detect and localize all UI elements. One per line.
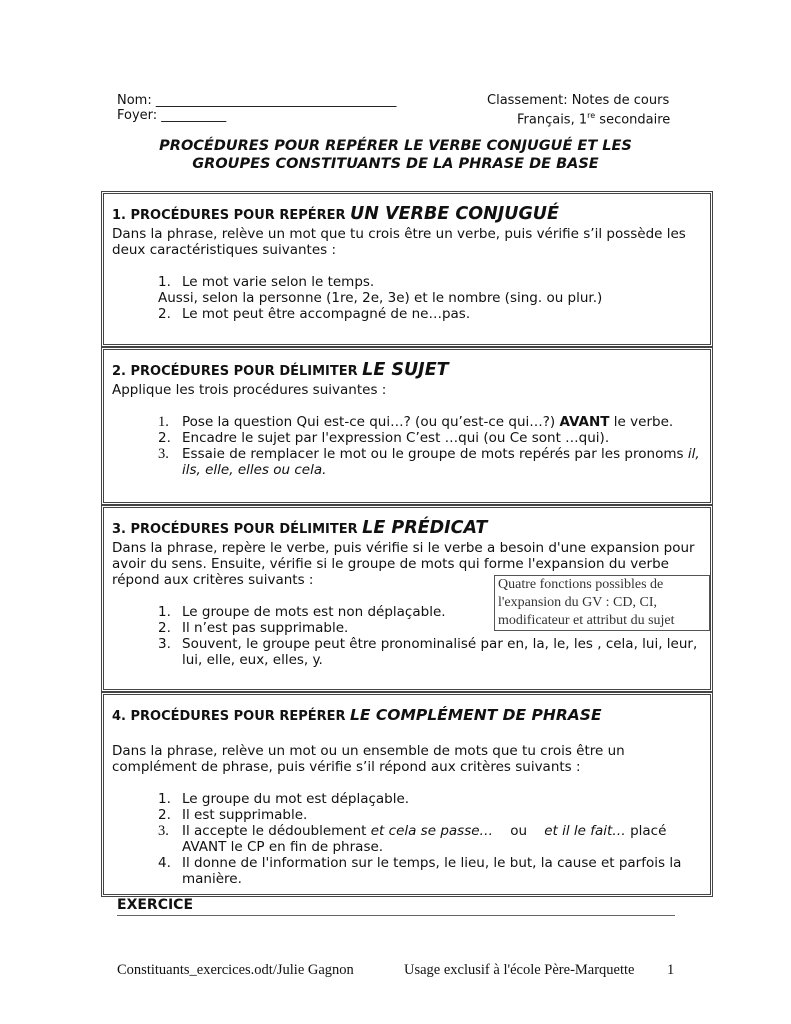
list-item xyxy=(112,791,702,807)
exercise-rule xyxy=(117,915,675,916)
section-1-intro: Dans la phrase, relève un mot que tu crois être un verbe, puis vérifie s’il possède les deux caractéristiques suivantes : xyxy=(112,226,686,258)
list-item xyxy=(112,823,702,855)
section-2-list xyxy=(112,414,702,478)
page-title-line-1: PROCÉDURES POUR REPÉRER LE VERBE CONJUGUÉ ET LES xyxy=(159,138,632,154)
name-field-label: Nom: _____________________________________ xyxy=(117,93,397,108)
section-3-lead: 3. PROCÉDURES POUR DÉLIMITER xyxy=(112,522,363,537)
item-number: 4. xyxy=(158,855,171,871)
section-4-list xyxy=(112,791,702,887)
section-3-heading xyxy=(112,518,702,540)
item-text: Le mot peut être accompagné de ne…pas. xyxy=(182,306,471,322)
section-1-list-cont xyxy=(112,306,702,322)
item-number: 3. xyxy=(158,636,171,652)
classement-label: Classement: Notes de cours xyxy=(487,93,670,108)
section-2-intro: Applique les trois procédures suivantes : xyxy=(112,382,387,398)
expansion-note-box: Quatre fonctions possibles de l'expansion du GV : CD, CI, modificateur et attribut du sujet xyxy=(494,575,710,631)
section-2-emphasis: LE SUJET xyxy=(362,360,449,380)
item-number: 2. xyxy=(158,430,171,446)
section-4-intro: Dans la phrase, relève un mot ou un ensemble de mots que tu crois être un complément de phrase, puis vérifie s’il répond aux critères suivants : xyxy=(112,743,625,775)
item-text-italic: et cela se passe… xyxy=(370,823,494,839)
section-3-intro: Dans la phrase, repère le verbe, puis vérifie si le verbe a besoin d'une expansion pour avoir du sens. Ensuite, vérifie si le groupe de mots qui forme l'expansion du verbe répond aux critères suivants : xyxy=(112,540,695,588)
item-number: 3. xyxy=(158,823,169,839)
item-text: Il est supprimable. xyxy=(182,807,308,823)
list-item xyxy=(112,414,702,430)
footer-usage: Usage exclusif à l'école Père-Marquette xyxy=(404,962,635,978)
section-1-lead: 1. PROCÉDURES POUR REPÉRER xyxy=(112,208,351,223)
section-2-lead: 2. PROCÉDURES POUR DÉLIMITER xyxy=(112,364,363,379)
section-1-emphasis: UN VERBE CONJUGUÉ xyxy=(350,204,559,224)
course-tail: secondaire xyxy=(595,112,671,128)
item-text: placé AVANT le CP en fin de phrase. xyxy=(182,823,667,855)
item-number: 3. xyxy=(158,446,169,462)
section-4-lead: 4. PROCÉDURES POUR REPÉRER xyxy=(112,709,351,724)
item-text-italic: il, ils, elle, elles ou cela. xyxy=(182,446,700,478)
item-text: Essaie de remplacer le mot ou le groupe de mots repérés par les pronoms xyxy=(182,446,688,462)
section-sujet xyxy=(101,347,713,505)
item-text: Encadre le sujet par l'expression C’est …qui (ou Ce sont …qui). xyxy=(182,430,610,446)
item-text: Souvent, le groupe peut être pronominalisé par en, la, le, les , cela, lui, leur, lui, elle, eux, elles, y. xyxy=(182,636,698,668)
section-1-list xyxy=(112,274,702,290)
list-item xyxy=(112,446,702,478)
item-number: 2. xyxy=(158,306,171,322)
list-item xyxy=(112,636,702,668)
section-complement-de-phrase xyxy=(101,692,713,897)
item-text: ou xyxy=(493,823,545,839)
foyer-field-label: Foyer: __________ xyxy=(117,108,227,123)
course-sup: re xyxy=(587,111,596,120)
section-1-heading xyxy=(112,204,702,226)
item-number: 1. xyxy=(158,274,171,290)
item-text: Le groupe du mot est déplaçable. xyxy=(182,791,410,807)
exercise-heading: EXERCICE xyxy=(117,897,194,913)
item-number: 2. xyxy=(158,807,171,823)
footer-file-name: Constituants_exercices.odt/Julie Gagnon xyxy=(117,962,354,978)
course-main: Français, 1 xyxy=(517,112,588,128)
item-text: Il accepte le dédoublement xyxy=(182,823,371,839)
page-title-line-2: GROUPES CONSTITUANTS DE LA PHRASE DE BASE xyxy=(192,156,599,172)
item-number: 2. xyxy=(158,620,171,636)
item-text: Pose la question Qui est-ce qui…? (ou qu’est-ce qui…?) xyxy=(182,414,560,430)
list-item xyxy=(112,306,702,322)
list-item xyxy=(112,855,702,887)
item-number: 1. xyxy=(158,791,171,807)
item-text: Il donne de l'information sur le temps, le lieu, le but, la cause et parfois la manière. xyxy=(182,855,682,887)
section-2-heading xyxy=(112,360,702,382)
item-text: Le mot varie selon le temps. xyxy=(182,274,375,290)
list-item xyxy=(112,430,702,446)
section-4-emphasis: LE COMPLÉMENT DE PHRASE xyxy=(350,706,602,724)
list-item xyxy=(112,807,702,823)
footer-page-number: 1 xyxy=(667,962,675,978)
item-number: 1. xyxy=(158,414,169,430)
section-4-heading xyxy=(112,705,702,727)
item-text: Il n’est pas supprimable. xyxy=(182,620,349,636)
course-label xyxy=(517,108,670,127)
section-verbe-conjugue xyxy=(101,191,713,347)
item-number: 1. xyxy=(158,604,171,620)
item-text-bold: AVANT xyxy=(559,414,610,430)
item-text: le verbe. xyxy=(609,414,674,430)
section-1-item-1-extra: Aussi, selon la personne (1re, 2e, 3e) et le nombre (sing. ou plur.) xyxy=(158,290,603,306)
section-3-emphasis: LE PRÉDICAT xyxy=(362,518,488,538)
item-text: Le groupe de mots est non déplaçable. xyxy=(182,604,446,620)
item-text-italic: et il le fait… xyxy=(544,823,626,839)
list-item xyxy=(112,274,702,290)
